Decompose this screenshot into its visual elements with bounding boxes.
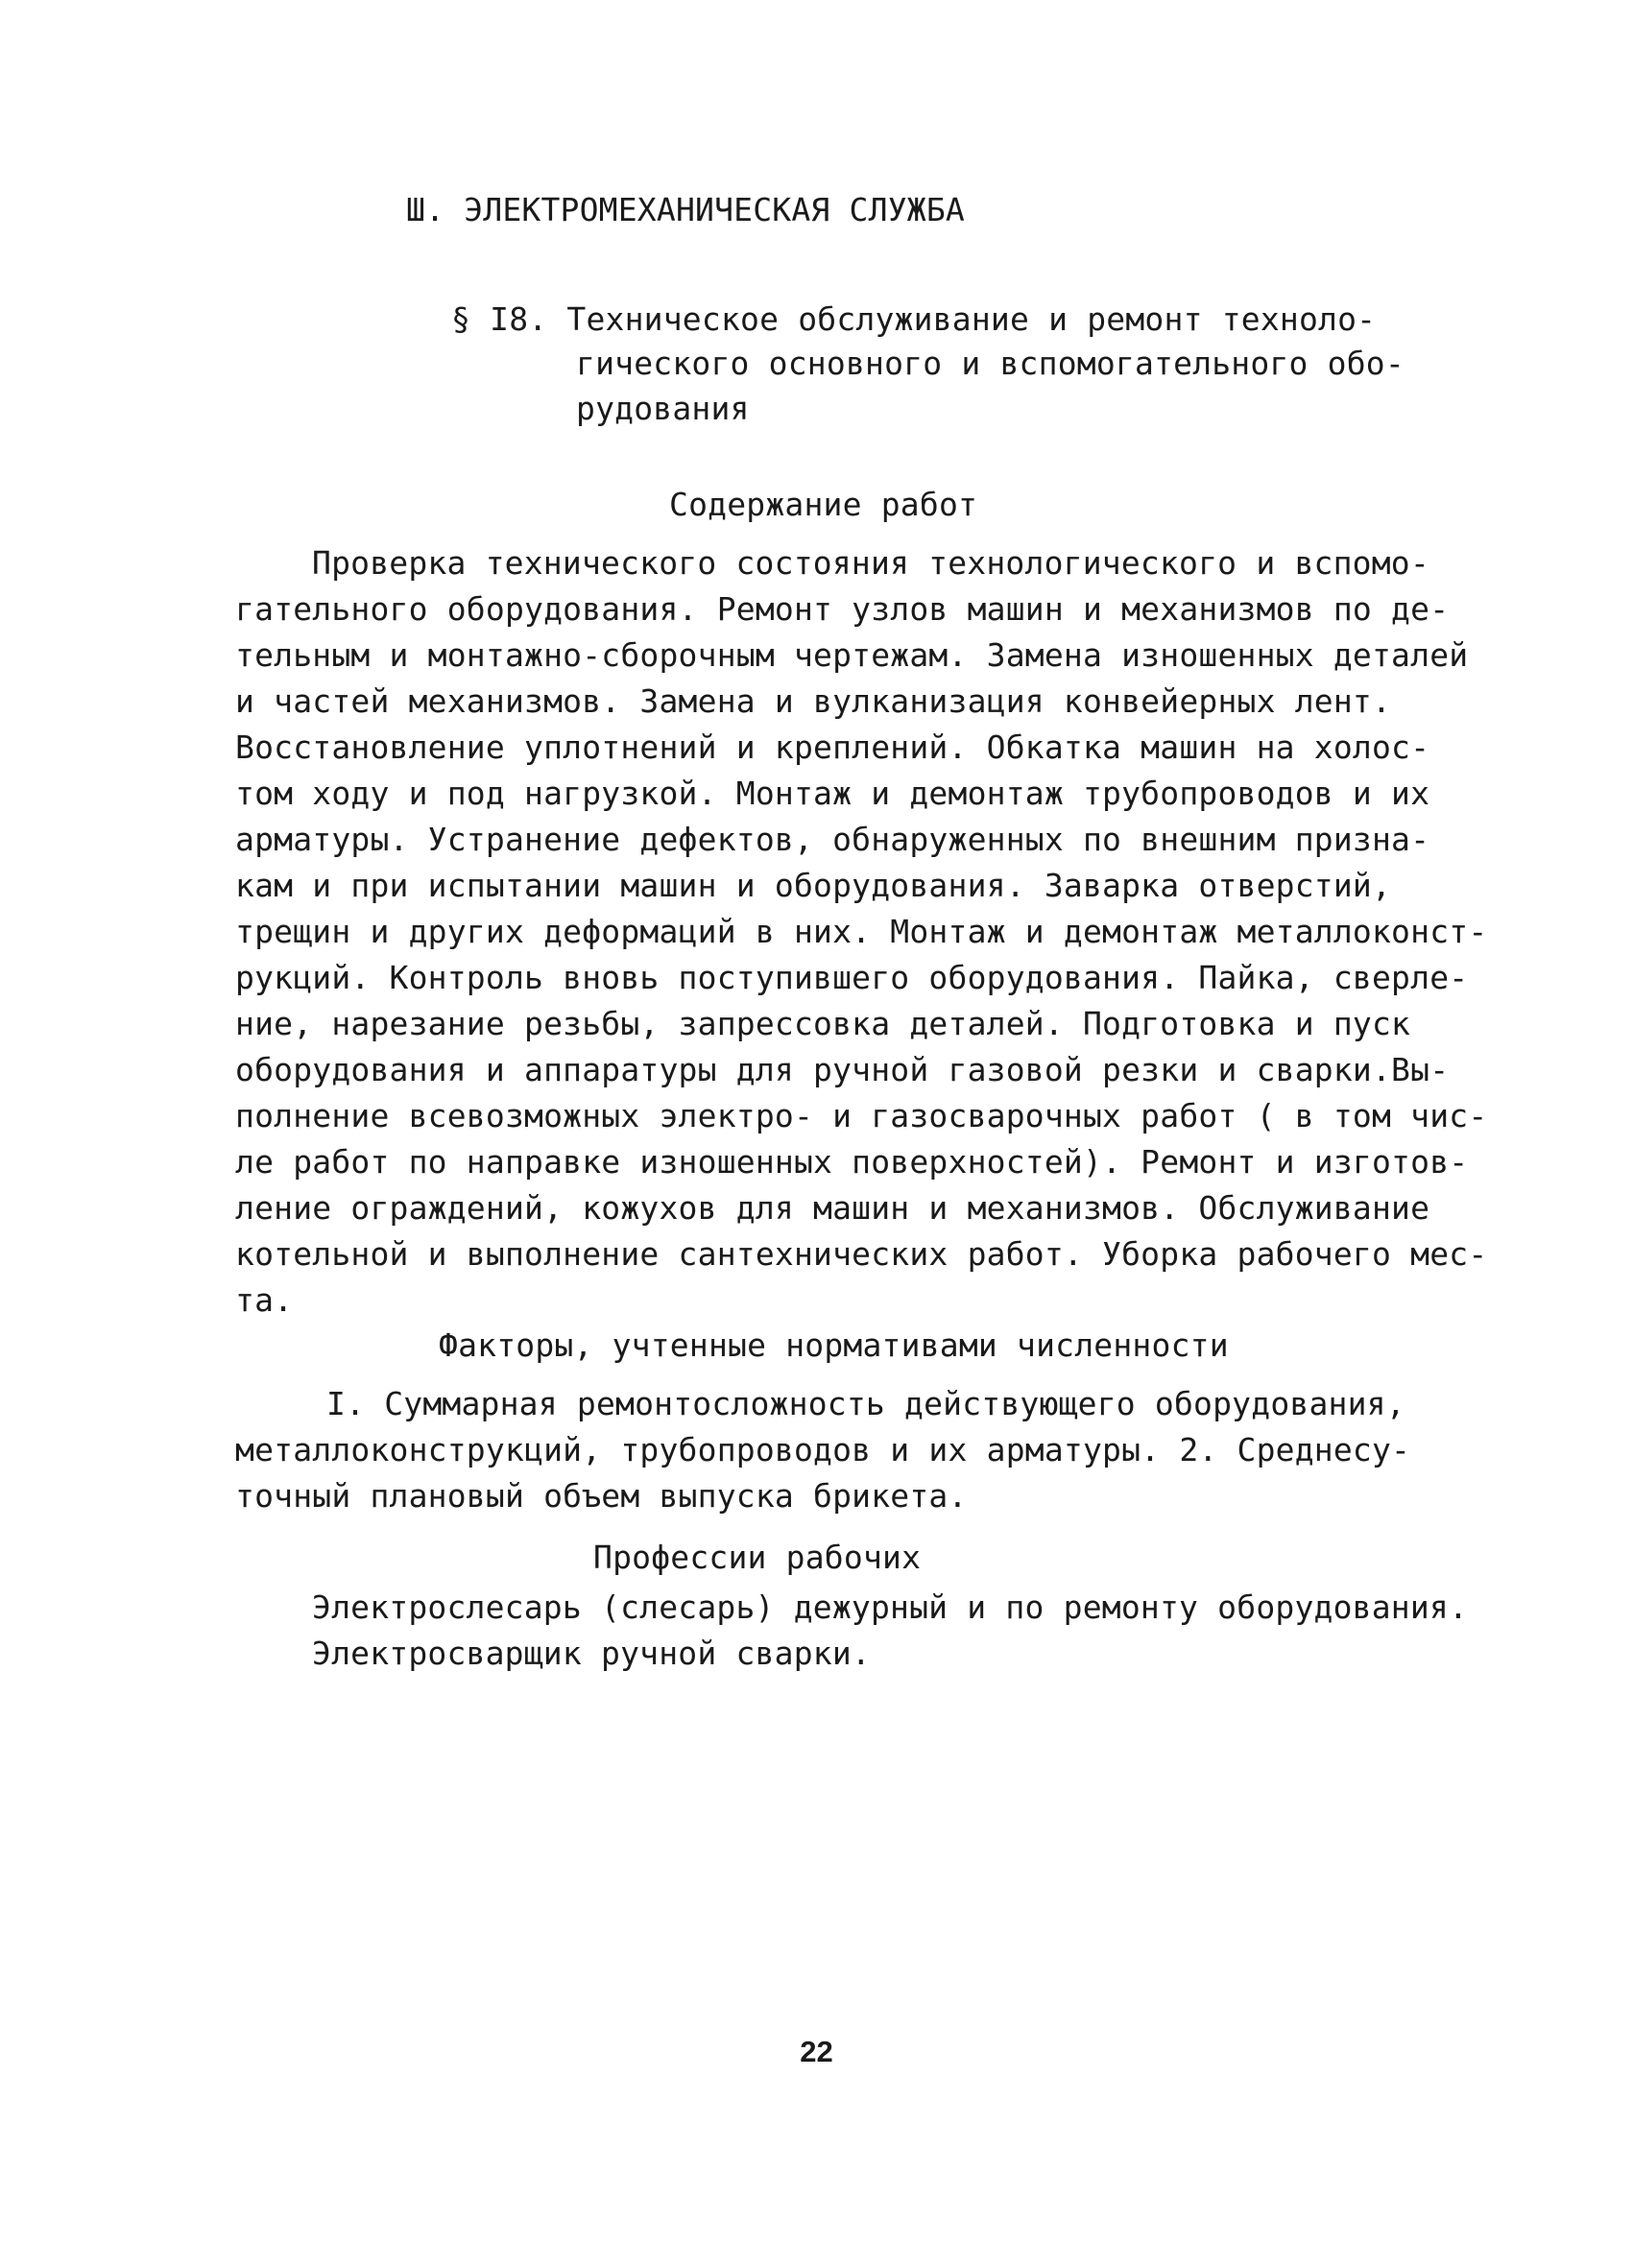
page-number: 22 bbox=[800, 2035, 833, 2068]
body-line: Электрослесарь (слесарь) дежурный и по ремонту оборудования. bbox=[312, 1588, 1469, 1626]
paragraph-title-line: § I8. Техническое обслуживание и ремонт техноло- bbox=[451, 300, 1377, 338]
paragraph-title-line: гического основного и вспомогательного обо- bbox=[576, 345, 1405, 382]
body-line: тельным и монтажно-сборочным чертежам. Замена изношенных деталей bbox=[235, 636, 1469, 674]
factors-heading: Факторы, учтенные нормативами численности bbox=[439, 1326, 1229, 1364]
body-line: рукций. Контроль вновь поступившего оборудования. Пайка, сверле- bbox=[235, 959, 1469, 996]
body-line: металлоконструкций, трубопроводов и их арматуры. 2. Среднесу- bbox=[235, 1431, 1411, 1468]
section-heading: Ш. ЭЛЕКТРОМЕХАНИЧЕСКАЯ СЛУЖБА bbox=[406, 191, 965, 228]
body-line: трещин и других деформаций в них. Монтаж и демонтаж металлоконст- bbox=[235, 913, 1488, 950]
professions-heading: Профессии рабочих bbox=[593, 1539, 922, 1576]
body-line: Электросварщик ручной сварки. bbox=[312, 1635, 871, 1672]
body-line: и частей механизмов. Замена и вулканизация конвейерных лент. bbox=[235, 682, 1392, 720]
body-line: оборудования и аппаратуры для ручной газовой резки и сварки.Вы- bbox=[235, 1051, 1450, 1088]
body-line: ле работ по направке изношенных поверхностей). Ремонт и изготов- bbox=[235, 1143, 1469, 1181]
body-line: гательного оборудования. Ремонт узлов машин и механизмов по де- bbox=[235, 590, 1450, 628]
body-line: ление ограждений, кожухов для машин и механизмов. Обслуживание bbox=[235, 1189, 1430, 1227]
body-line: кам и при испытании машин и оборудования. Заварка отверстий, bbox=[235, 867, 1392, 904]
body-line: I. Суммарная ремонтосложность действующего оборудования, bbox=[326, 1385, 1405, 1422]
body-line: полнение всевозможных электро- и газосварочных работ ( в том чис- bbox=[235, 1097, 1488, 1134]
paragraph-title-line: рудования bbox=[576, 390, 750, 427]
body-line: та. bbox=[235, 1281, 294, 1319]
body-line: точный плановый объем выпуска брикета. bbox=[235, 1477, 968, 1515]
body-line: ние, нарезание резьбы, запрессовка деталей. Подготовка и пуск bbox=[235, 1005, 1411, 1042]
body-line: арматуры. Устранение дефектов, обнаруженных по внешним призна- bbox=[235, 821, 1430, 858]
body-line: том ходу и под нагрузкой. Монтаж и демонтаж трубопроводов и их bbox=[235, 775, 1430, 812]
body-line: Проверка технического состояния технологического и вспомо- bbox=[312, 544, 1429, 582]
body-line: Восстановление уплотнений и креплений. Обкатка машин на холос- bbox=[235, 728, 1430, 766]
body-line: котельной и выполнение сантехнических работ. Уборка рабочего мес- bbox=[235, 1235, 1488, 1273]
work-content-heading: Содержание работ bbox=[669, 486, 978, 523]
